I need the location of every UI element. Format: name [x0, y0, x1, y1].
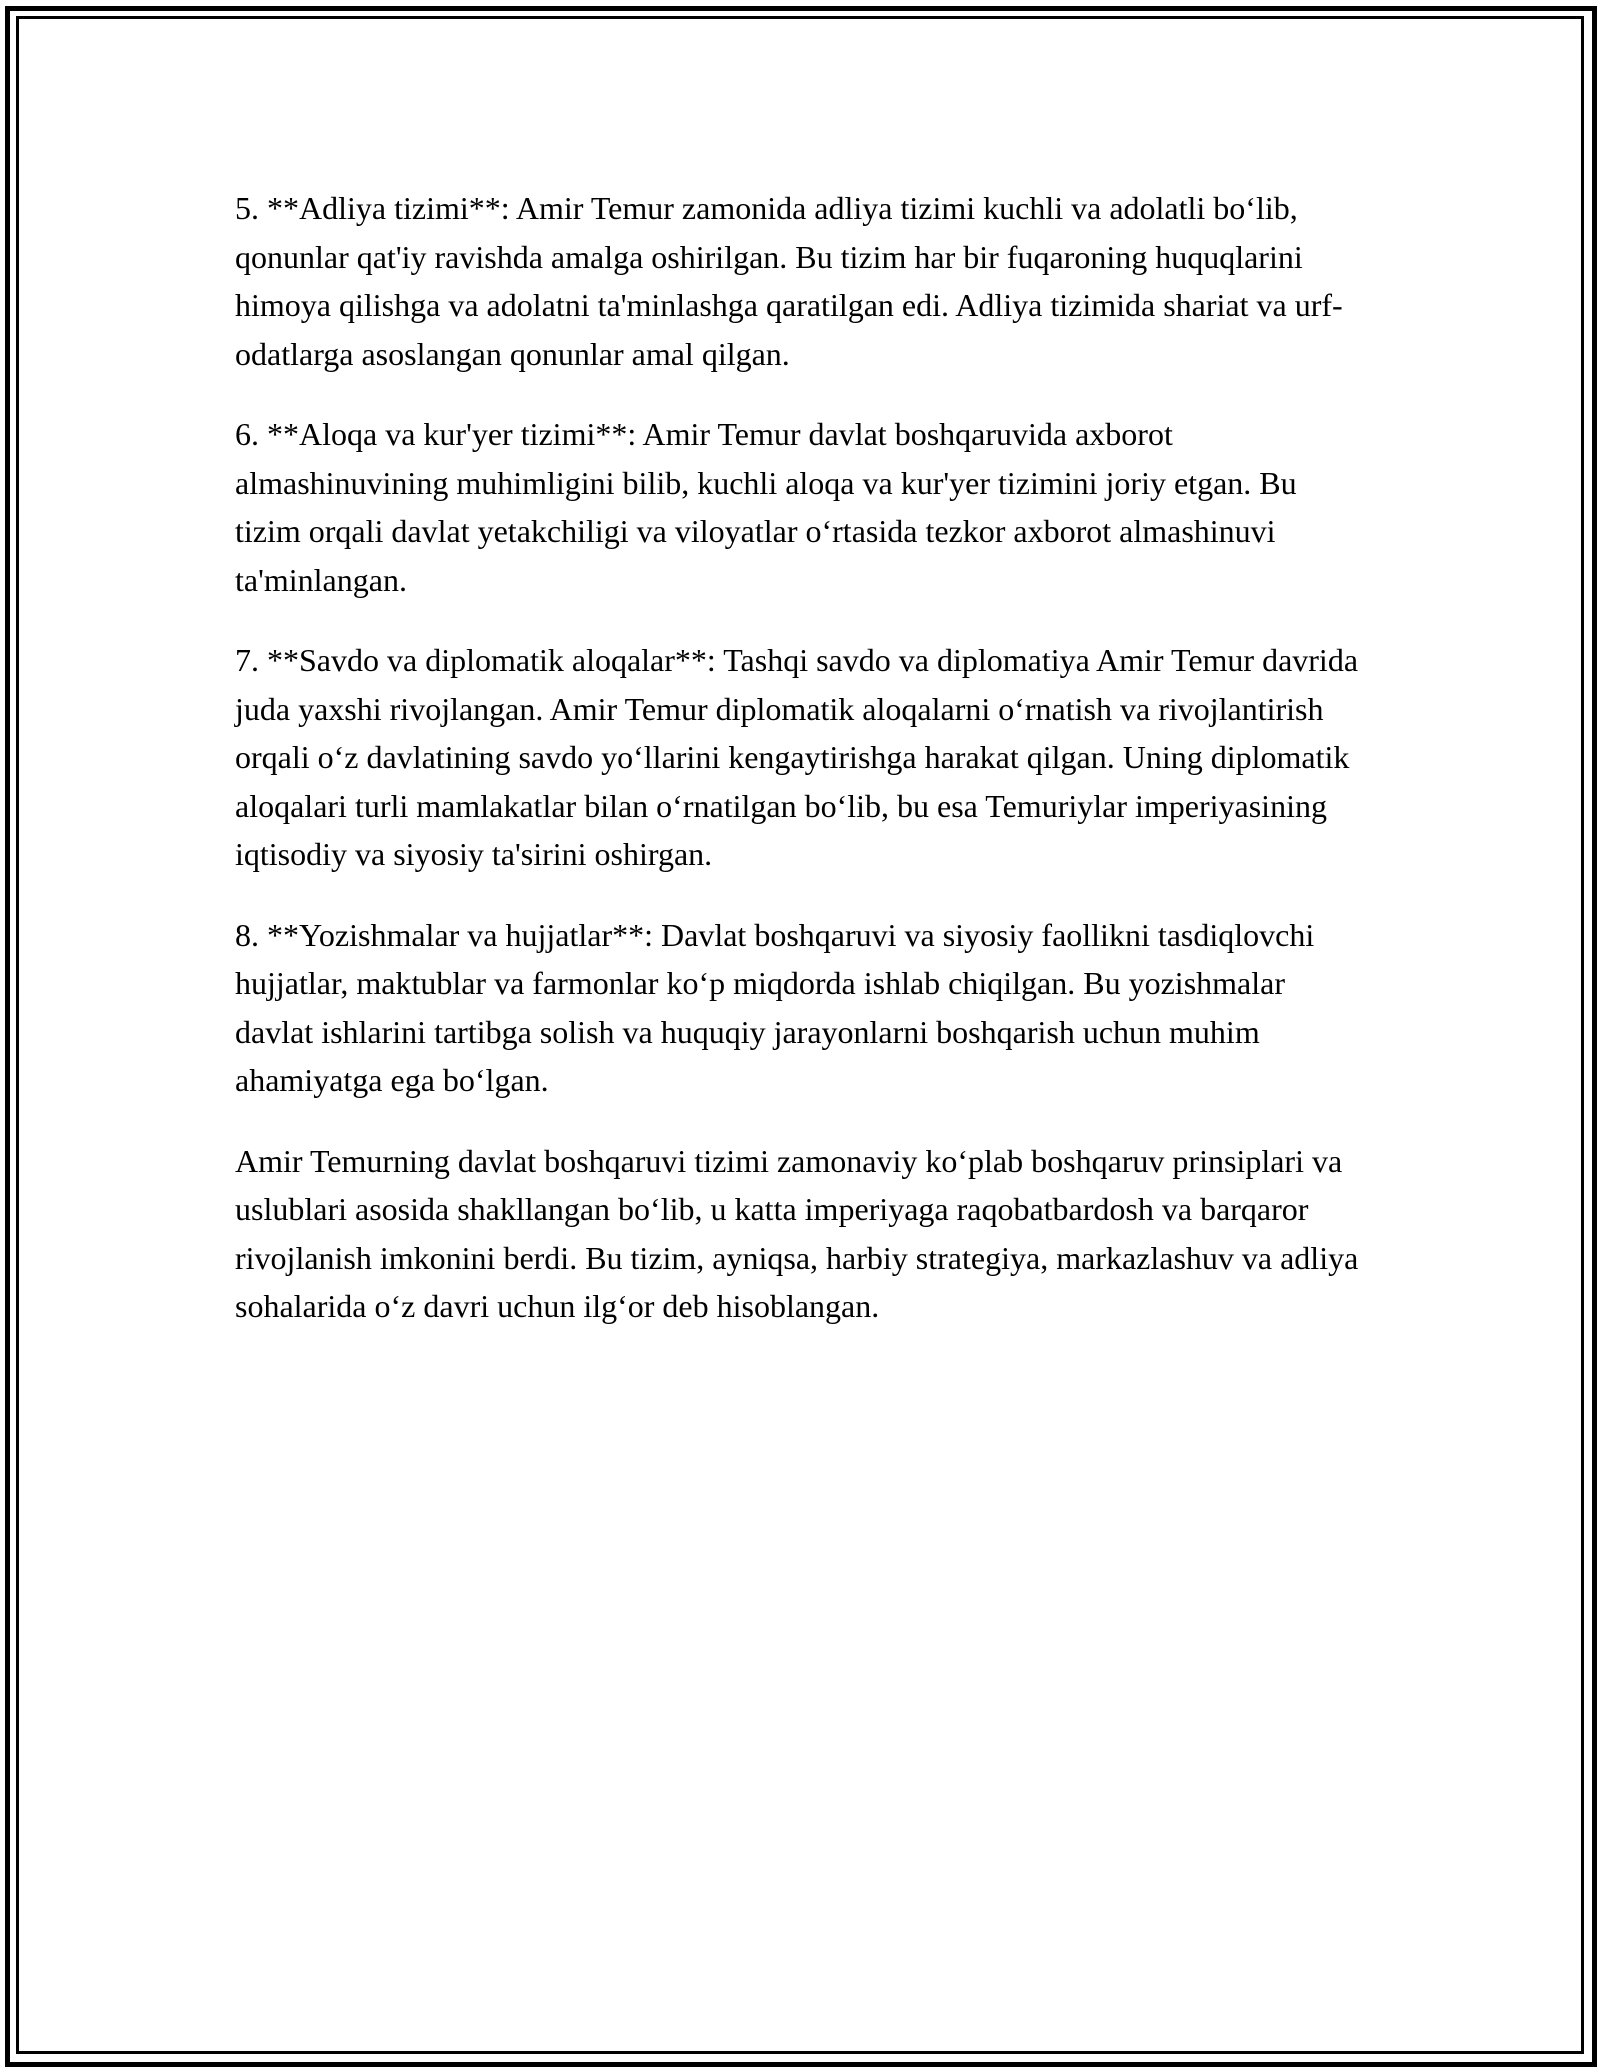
paragraph-adliya-tizimi: 5. **Adliya tizimi**: Amir Temur zamonida adliya tizimi kuchli va adolatli bo‘lib, qonunlar qat'iy ravishda amalga oshirilgan. Bu tizim har bir fuqaroning huquqlarini himoya qilishga va adolatni ta'minlashga qaratilgan edi. Adliya tizimida shariat va urf-odatlarga asoslangan qonunlar amal qilgan. — [235, 190, 1343, 372]
paragraph-conclusion: Amir Temurning davlat boshqaruvi tizimi zamonaviy ko‘plab boshqaruv prinsiplari va uslublari asosida shakllangan bo‘lib, u katta imperiyaga raqobatbardosh va barqaror rivojlanish imkonini berdi. Bu tizim, ayniqsa, harbiy strategiya, markazlashuv va adliya sohalarida o‘z davri uchun ilg‘or deb hisoblangan. — [235, 1142, 1359, 1324]
paragraph-savdo-diplomatiya: 7. **Savdo va diplomatik aloqalar**: Tashqi savdo va diplomatiya Amir Temur davrida juda yaxshi rivojlangan. Amir Temur diplomatik aloqalarni o‘rnatish va rivojlantirish orqali o‘z davlatining savdo yo‘llarini kengaytirishga harakat qilgan. Uning diplomatik aloqalari turli mamlakatlar bilan o‘rnatilgan bo‘lib, bu esa Temuriylar imperiyasining iqtisodiy va siyosiy ta'sirini oshirgan. — [235, 642, 1359, 872]
document-body — [235, 184, 1365, 1363]
paragraph-yozishmalar: 8. **Yozishmalar va hujjatlar**: Davlat boshqaruvi va siyosiy faollikni tasdiqlovchi hujjatlar, maktublar va farmonlar ko‘p miqdorda ishlab chiqilgan. Bu yozishmalar davlat ishlarini tartibga solish va huquqiy jarayonlarni boshqarish uchun muhim ahamiyatga ega bo‘lgan. — [235, 916, 1315, 1098]
paragraph-aloqa-tizimi: 6. **Aloqa va kur'yer tizimi**: Amir Temur davlat boshqaruvida axborot almashinuvining muhimligini bilib, kuchli aloqa va kur'yer tizimini joriy etgan. Bu tizim orqali davlat yetakchiligi va viloyatlar o‘rtasida tezkor axborot almashinuvi ta'minlangan. — [235, 416, 1297, 598]
